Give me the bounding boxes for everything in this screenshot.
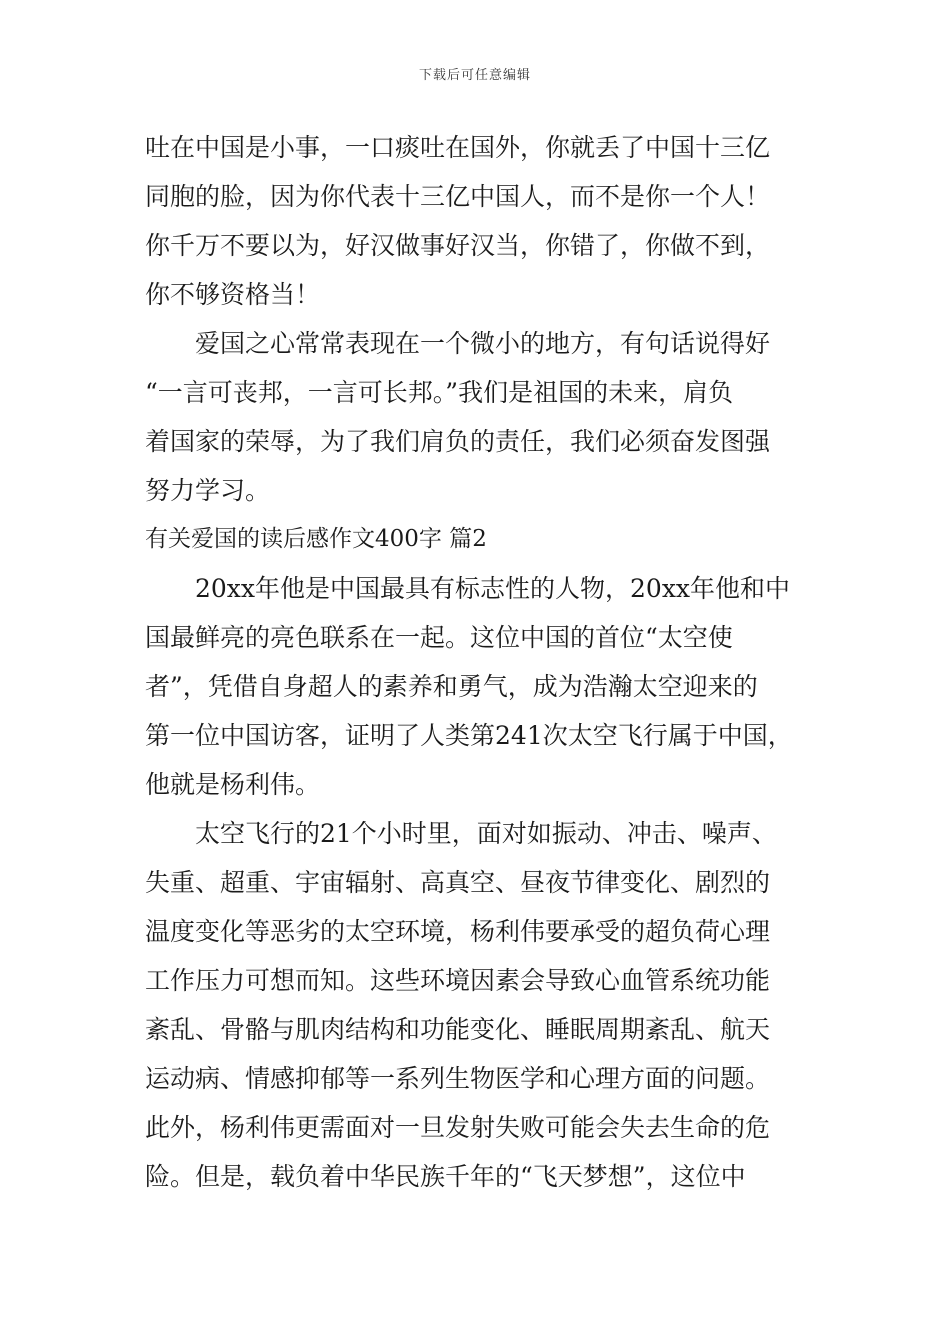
text-line: 第一位中国访客，证明了人类第241次太空飞行属于中国， — [145, 721, 793, 750]
text-line: “一言可丧邦，一言可长邦。”我们是祖国的未来，肩负 — [145, 378, 734, 407]
text-line: 者”，凭借自身超人的素养和勇气，成为浩瀚太空迎来的 — [145, 672, 758, 701]
document-body — [145, 123, 810, 1201]
text-line: 努力学习。 — [145, 476, 271, 505]
text-line: 运动病、情感抑郁等一系列生物医学和心理方面的问题。 — [145, 1064, 771, 1093]
text-line: 太空飞行的21个小时里，面对如振动、冲击、噪声、 — [195, 819, 777, 848]
text-line: 你千万不要以为，好汉做事好汉当，你错了，你做不到， — [145, 231, 771, 260]
text-line: 温度变化等恶劣的太空环境，杨利伟要承受的超负荷心理 — [145, 917, 771, 946]
paragraph — [145, 123, 810, 319]
text-line: 同胞的脸，因为你代表十三亿中国人，而不是你一个人！ — [145, 182, 771, 211]
section-heading: 有关爱国的读后感作文400字 篇2 — [145, 526, 487, 552]
text-line: 失重、超重、宇宙辐射、高真空、昼夜节律变化、剧烈的 — [145, 868, 771, 897]
text-line: 吐在中国是小事，一口痰吐在国外，你就丢了中国十三亿 — [145, 133, 771, 162]
paragraph — [145, 809, 810, 1201]
text-line: 他就是杨利伟。 — [145, 770, 321, 799]
text-line: 国最鲜亮的亮色联系在一起。这位中国的首位“太空使 — [145, 623, 733, 652]
text-line: 险。但是，载负着中华民族千年的“飞天梦想”，这位中 — [145, 1162, 746, 1191]
text-line: 工作压力可想而知。这些环境因素会导致心血管系统功能 — [145, 966, 771, 995]
paragraph — [145, 319, 810, 515]
text-line: 爱国之心常常表现在一个微小的地方，有句话说得好 — [195, 329, 771, 358]
text-line: 紊乱、骨骼与肌肉结构和功能变化、睡眠周期紊乱、航天 — [145, 1015, 771, 1044]
page-header: 下载后可任意编辑 — [418, 68, 531, 83]
text-line: 着国家的荣辱，为了我们肩负的责任，我们必须奋发图强 — [145, 427, 771, 456]
text-line: 20xx年他是中国最具有标志性的人物，20xx年他和中 — [195, 574, 791, 603]
text-line: 你不够资格当！ — [145, 280, 321, 309]
paragraph — [145, 564, 810, 809]
text-line: 此外，杨利伟更需面对一旦发射失败可能会失去生命的危 — [145, 1113, 771, 1142]
